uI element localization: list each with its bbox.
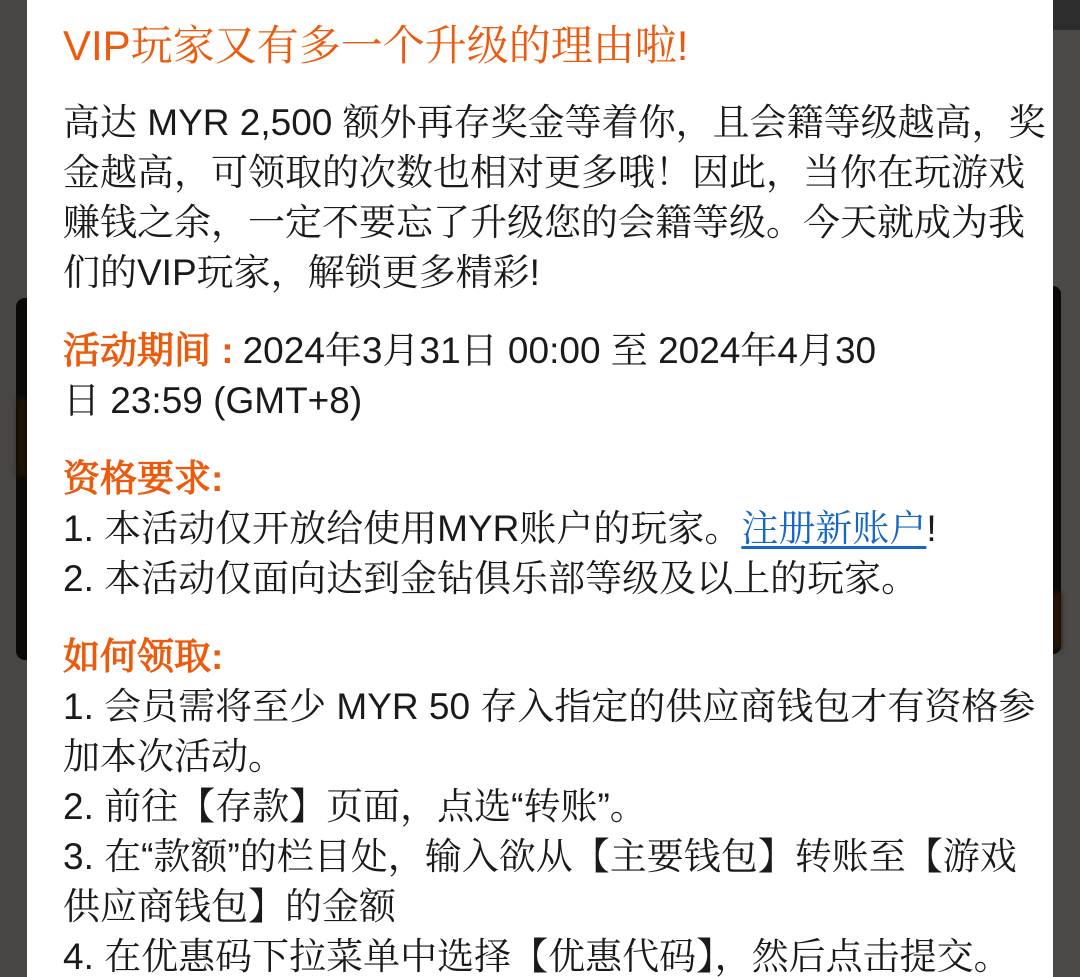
intro-line: 们的VIP玩家，解锁更多精彩! [63,252,540,293]
how-to-claim-line: 加本次活动。 [63,736,285,777]
how-to-claim-line: 3. 在“款额”的栏目处，输入欲从【主要钱包】转账至【游戏 [63,836,1017,877]
background-card-edge-right [1053,286,1061,654]
period-value: 2024年3月31日 00:00 至 2024年4月30 [242,330,877,371]
eligibility-item-2: 2. 本活动仅面向达到金钻俱乐部等级及以上的玩家。 [63,558,919,599]
background-image-glow [1053,592,1061,650]
promo-intro-paragraph [63,98,1046,298]
how-to-claim-heading: 如何领取: [63,636,224,677]
period-line [63,326,1019,376]
how-to-claim-section [63,632,1036,977]
intro-line: 高达 MYR 2,500 额外再存奖金等着你，且会籍等级越高，奖 [63,102,1046,143]
eligibility-heading: 资格要求: [63,458,224,499]
intro-line: 赚钱之余，一定不要忘了升级您的会籍等级。今天就成为我 [63,202,1025,243]
how-to-claim-line: 供应商钱包】的金额 [63,886,396,927]
promo-content-card [27,0,1053,977]
period-label: 活动期间 : [63,330,234,371]
period-line: 日 23:59 (GMT+8) [63,380,363,421]
intro-line: 金越高，可领取的次数也相对更多哦！因此，当你在玩游戏 [63,152,1025,193]
background-image-glow [18,398,26,476]
eligibility-item-1 [63,504,1019,554]
background-top-band [1053,0,1080,30]
how-to-claim-line: 2. 前往【存款】页面，点选“转账”。 [63,786,647,827]
how-to-claim-line: 4. 在优惠码下拉菜单中选择【优惠代码】，然后点击提交。 [63,936,1011,977]
register-new-account-link[interactable]: 注册新账户 [741,508,927,549]
how-to-claim-line: 1. 会员需将至少 MYR 50 存入指定的供应商钱包才有资格参 [63,686,1036,727]
background-card-edge-left [16,298,27,660]
promo-period-section [63,326,1019,426]
eligibility-item-1-suffix: ! [926,508,937,549]
eligibility-item-1-text: 1. 本活动仅开放给使用MYR账户的玩家。 [63,508,742,549]
eligibility-section [63,454,1019,604]
promo-title: VIP玩家又有多一个升级的理由啦! [63,22,689,69]
